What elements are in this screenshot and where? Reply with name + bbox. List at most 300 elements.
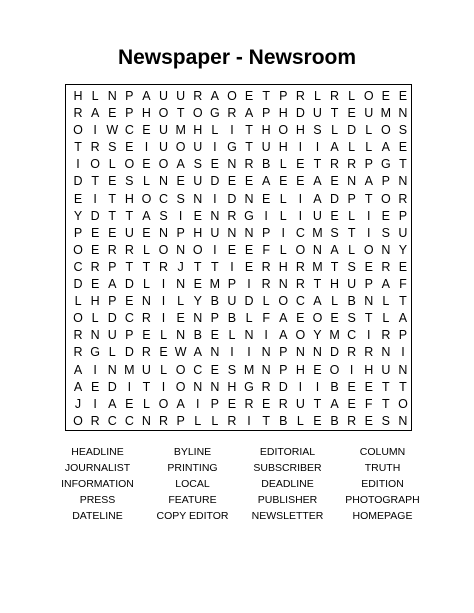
grid-letter: A	[313, 294, 322, 309]
grid-letter: R	[330, 88, 340, 103]
grid-letter: O	[158, 242, 169, 257]
grid-letter: Y	[398, 242, 408, 257]
grid-letter: R	[124, 242, 134, 257]
grid-letter: G	[227, 140, 237, 155]
grid-letter: N	[227, 225, 237, 240]
grid-letter: S	[330, 225, 339, 240]
grid-letter: T	[193, 259, 202, 274]
grid-letter: F	[262, 311, 270, 326]
grid-letter: P	[125, 88, 134, 103]
grid-letter: I	[315, 140, 320, 155]
grid-letter: B	[279, 413, 288, 428]
grid-letter: L	[382, 311, 390, 326]
grid-letter: R	[244, 396, 254, 411]
grid-letter: M	[124, 362, 135, 377]
grid-letter: H	[193, 123, 203, 138]
grid-letter: P	[364, 277, 373, 291]
grid-letter: E	[381, 208, 390, 223]
grid-letter: I	[76, 157, 80, 172]
grid-letter: C	[73, 259, 83, 274]
grid-letter: A	[279, 311, 288, 326]
grid-letter: E	[210, 362, 219, 377]
grid-letter: T	[245, 123, 253, 138]
grid-letter: F	[399, 277, 407, 291]
grid-letter: N	[210, 208, 220, 223]
grid-letter: R	[90, 259, 100, 274]
word-list-item: COPY EDITOR	[156, 510, 229, 522]
grid-letter: H	[278, 140, 288, 155]
grid-letter: N	[398, 106, 408, 120]
grid-letter: H	[90, 294, 100, 309]
word-list-item: LOCAL	[175, 478, 210, 490]
grid-letter: O	[73, 311, 83, 326]
grid-letter: L	[262, 294, 270, 309]
grid-letter: E	[227, 242, 237, 257]
grid-letter: I	[367, 225, 371, 240]
grid-letter: E	[90, 242, 100, 257]
grid-letter: T	[313, 157, 322, 172]
grid-letter: O	[141, 191, 152, 206]
grid-letter: E	[330, 174, 339, 189]
grid-letter: E	[142, 328, 151, 343]
grid-letter: D	[107, 311, 117, 326]
grid-letter: O	[278, 294, 289, 309]
grid-letter: O	[380, 123, 391, 138]
grid-letter: S	[347, 259, 356, 274]
grid-letter: C	[295, 225, 305, 240]
grid-letter: L	[160, 328, 168, 343]
grid-letter: E	[73, 191, 83, 206]
grid-letter: P	[279, 88, 288, 103]
grid-letter: R	[295, 259, 305, 274]
grid-letter: I	[196, 396, 200, 411]
grid-letter: I	[247, 345, 251, 360]
grid-letter: E	[381, 88, 390, 103]
grid-letter: F	[262, 242, 270, 257]
grid-letter: R	[227, 106, 237, 120]
grid-letter: N	[107, 88, 117, 103]
grid-letter: S	[193, 157, 202, 172]
grid-letter: W	[106, 123, 119, 138]
grid-letter: N	[159, 174, 169, 189]
grid-letter: M	[380, 106, 392, 120]
grid-letter: I	[178, 208, 183, 223]
grid-letter: C	[107, 413, 117, 428]
grid-letter: P	[261, 106, 271, 120]
grid-letter: R	[73, 345, 83, 360]
grid-letter: S	[176, 191, 185, 206]
grid-letter: D	[90, 208, 100, 223]
grid-letter: O	[312, 311, 323, 326]
grid-letter: T	[347, 225, 356, 240]
grid-letter: T	[313, 277, 322, 291]
grid-letter: I	[127, 379, 132, 394]
word-list-item: FEATURE	[168, 494, 217, 506]
grid-letter: C	[124, 413, 134, 428]
grid-letter: A	[176, 157, 185, 172]
grid-letter: J	[177, 259, 184, 274]
grid-letter: I	[230, 123, 234, 138]
grid-letter: R	[193, 88, 203, 103]
grid-letter: U	[261, 140, 271, 155]
grid-letter: L	[279, 191, 287, 206]
grid-letter: E	[142, 123, 151, 138]
word-list-item: COLUMN	[359, 446, 406, 458]
grid-letter: E	[244, 88, 254, 103]
grid-letter: P	[125, 106, 134, 120]
grid-letter: E	[159, 345, 168, 360]
grid-letter: I	[161, 294, 166, 309]
grid-letter: E	[261, 396, 271, 411]
grid-letter: R	[244, 157, 254, 172]
grid-letter: A	[381, 140, 390, 155]
grid-letter: P	[398, 328, 408, 343]
grid-letter: B	[330, 413, 339, 428]
grid-letter: M	[175, 123, 186, 138]
grid-letter: L	[142, 242, 150, 257]
grid-letter: B	[261, 157, 271, 172]
grid-letter: L	[177, 294, 185, 309]
grid-letter: E	[176, 311, 185, 326]
grid-letter: D	[295, 106, 305, 120]
grid-letter: N	[381, 345, 391, 360]
grid-letter: U	[141, 362, 151, 377]
grid-letter: L	[365, 140, 373, 155]
grid-letter: U	[193, 174, 203, 189]
grid-letter: N	[244, 328, 254, 343]
grid-letter: E	[142, 225, 151, 240]
grid-letter: O	[295, 242, 306, 257]
grid-letter: C	[347, 328, 357, 343]
grid-letter: Y	[73, 208, 83, 223]
grid-letter: H	[124, 191, 134, 206]
grid-letter: N	[278, 277, 288, 291]
grid-letter: T	[108, 191, 117, 206]
grid-letter: L	[296, 413, 304, 428]
grid-letter: S	[381, 225, 390, 240]
word-list-item: PHOTOGRAPH	[345, 494, 420, 506]
grid-letter: U	[364, 106, 374, 120]
grid-letter: S	[125, 174, 134, 189]
grid-letter: L	[331, 294, 339, 309]
grid-letter: O	[73, 242, 83, 257]
grid-letter: G	[380, 157, 391, 172]
grid-letter: L	[194, 413, 202, 428]
word-list-item: INFORMATION	[61, 478, 134, 490]
grid-letter: A	[364, 174, 373, 189]
grid-letter: T	[142, 379, 151, 394]
grid-letter: L	[365, 123, 373, 138]
grid-letter: A	[261, 174, 271, 189]
grid-letter: I	[264, 208, 268, 223]
grid-letter: L	[91, 311, 99, 326]
grid-letter: O	[227, 88, 237, 103]
grid-letter: R	[227, 413, 237, 428]
grid-letter: E	[296, 174, 305, 189]
grid-letter: P	[108, 294, 117, 309]
grid-letter: I	[161, 311, 166, 326]
grid-letter: A	[142, 88, 151, 103]
grid-letter: P	[279, 362, 288, 377]
grid-letter: E	[125, 396, 134, 411]
grid-letter: N	[193, 311, 203, 326]
grid-letter: E	[261, 191, 271, 206]
grid-letter: O	[363, 242, 374, 257]
grid-letter: O	[329, 362, 340, 377]
grid-letter: O	[158, 396, 169, 411]
grid-letter: L	[211, 413, 219, 428]
grid-letter: P	[279, 345, 288, 360]
grid-letter: T	[74, 140, 82, 155]
grid-letter: S	[381, 413, 390, 428]
grid-letter: R	[261, 379, 271, 394]
grid-letter: U	[381, 362, 391, 377]
grid-letter: G	[209, 106, 220, 120]
grid-letter: C	[124, 311, 134, 326]
grid-letter: U	[107, 328, 117, 343]
grid-letter: G	[244, 379, 254, 394]
grid-letter: S	[159, 208, 168, 223]
grid-letter: N	[295, 345, 305, 360]
puzzle-title: Newspaper - Newsroom	[117, 46, 357, 69]
grid-letter: N	[261, 345, 271, 360]
grid-letter: N	[381, 242, 391, 257]
grid-letter: E	[398, 140, 408, 155]
grid-letter: O	[158, 157, 169, 172]
grid-letter: A	[313, 191, 322, 206]
grid-letter: T	[330, 259, 339, 274]
grid-letter: L	[313, 88, 321, 103]
word-list-item: PUBLISHER	[257, 494, 318, 506]
grid-letter: M	[329, 328, 340, 343]
grid-letter: P	[176, 413, 185, 428]
grid-letter: L	[142, 277, 150, 291]
grid-letter: R	[381, 328, 391, 343]
grid-letter: U	[176, 88, 186, 103]
grid-letter: O	[380, 191, 391, 206]
grid-letter: D	[124, 277, 134, 291]
grid-letter: T	[262, 413, 270, 428]
grid-letter: N	[141, 413, 151, 428]
word-list	[50, 445, 430, 523]
grid-letter: L	[211, 123, 219, 138]
grid-letter: B	[227, 311, 237, 326]
grid-letter: N	[107, 362, 117, 377]
grid-letter: L	[279, 208, 287, 223]
grid-letter: T	[382, 379, 390, 394]
grid-letter: N	[193, 379, 203, 394]
grid-letter: P	[227, 277, 237, 291]
grid-letter: R	[227, 208, 237, 223]
grid-letter: O	[363, 88, 374, 103]
grid-letter: A	[210, 88, 219, 103]
word-list-item: EDITORIAL	[259, 446, 316, 458]
grid-letter: E	[210, 157, 219, 172]
grid-letter: T	[125, 259, 134, 274]
grid-letter: H	[364, 362, 374, 377]
grid-letter: A	[330, 396, 339, 411]
grid-letter: L	[228, 328, 236, 343]
grid-letter: A	[279, 328, 288, 343]
grid-letter: R	[90, 413, 100, 428]
grid-letter: C	[159, 191, 169, 206]
grid-letter: B	[193, 328, 202, 343]
grid-letter: N	[312, 345, 322, 360]
grid-letter: T	[176, 106, 185, 120]
grid-letter: R	[141, 311, 151, 326]
grid-letter: N	[210, 345, 220, 360]
grid-letter: T	[313, 396, 322, 411]
grid-letter: E	[364, 259, 373, 274]
grid-letter: R	[159, 259, 169, 274]
grid-letter: T	[91, 174, 99, 189]
grid-letter: I	[298, 379, 303, 394]
grid-letter: O	[278, 123, 289, 138]
grid-letter: E	[364, 413, 373, 428]
grid-letter: R	[141, 345, 151, 360]
grid-letter: E	[90, 277, 100, 291]
grid-letter: E	[90, 379, 100, 394]
grid-letter: A	[244, 106, 254, 120]
grid-letter: P	[210, 311, 219, 326]
grid-letter: I	[213, 242, 217, 257]
grid-letter: N	[244, 225, 254, 240]
grid-letter: U	[124, 225, 134, 240]
grid-letter: R	[278, 396, 288, 411]
grid-letter: J	[74, 396, 82, 411]
grid-letter: R	[261, 259, 271, 274]
grid-letter: Y	[313, 328, 322, 343]
grid-letter: L	[279, 242, 287, 257]
word-search-grid	[65, 84, 412, 431]
grid-letter: R	[295, 88, 305, 103]
grid-letter: A	[381, 277, 390, 291]
grid-letter: E	[313, 362, 322, 377]
grid-letter: P	[398, 208, 408, 223]
grid-letter: B	[330, 379, 339, 394]
grid-letter: L	[108, 157, 116, 172]
grid-letter: I	[161, 277, 166, 291]
grid-letter: L	[348, 242, 356, 257]
grid-letter: H	[278, 259, 288, 274]
grid-letter: U	[227, 294, 237, 309]
grid-letter: L	[142, 174, 150, 189]
grid-letter: O	[90, 157, 101, 172]
grid-letter: H	[295, 123, 305, 138]
grid-letter: P	[73, 225, 83, 240]
grid-letter: I	[93, 191, 97, 206]
grid-letter: U	[312, 208, 322, 223]
grid-letter: I	[247, 413, 251, 428]
grid-letter: Y	[193, 294, 202, 309]
grid-letter: E	[90, 225, 100, 240]
grid-letter: D	[124, 345, 134, 360]
grid-letter: I	[144, 140, 149, 155]
grid-letter: I	[298, 208, 303, 223]
grid-letter: G	[244, 208, 254, 223]
grid-letter: C	[124, 123, 134, 138]
grid-letter: B	[347, 294, 356, 309]
grid-letter: P	[108, 259, 117, 274]
grid-letter: T	[382, 396, 390, 411]
grid-letter: D	[244, 294, 254, 309]
grid-letter: S	[227, 362, 237, 377]
grid-letter: E	[244, 242, 254, 257]
grid-letter: H	[278, 106, 288, 120]
grid-letter: L	[348, 208, 356, 223]
grid-letter: E	[398, 88, 408, 103]
grid-letter: R	[90, 140, 100, 155]
grid-letter: P	[381, 174, 390, 189]
grid-letter: L	[348, 88, 356, 103]
grid-letter: E	[125, 294, 134, 309]
grid-letter: U	[347, 277, 357, 291]
grid-letter: I	[230, 259, 234, 274]
grid-letter: R	[347, 157, 357, 172]
grid-letter: D	[107, 379, 117, 394]
grid-letter: N	[398, 174, 408, 189]
grid-letter: A	[176, 396, 185, 411]
grid-letter: M	[312, 259, 323, 274]
grid-letter: D	[278, 379, 288, 394]
grid-letter: D	[330, 345, 340, 360]
grid-letter: T	[142, 259, 151, 274]
grid-letter: D	[73, 174, 83, 189]
grid-letter: L	[245, 311, 253, 326]
grid-letter: T	[108, 208, 117, 223]
grid-letter: E	[210, 328, 219, 343]
grid-letter: E	[125, 140, 134, 155]
grid-letter: O	[192, 242, 203, 257]
grid-letter: E	[108, 174, 117, 189]
grid-letter: T	[364, 191, 373, 206]
grid-letter: N	[398, 413, 408, 428]
grid-letter: I	[281, 225, 285, 240]
grid-letter: R	[398, 191, 408, 206]
grid-letter: O	[295, 328, 306, 343]
grid-letter: E	[244, 259, 254, 274]
grid-letter: N	[141, 294, 151, 309]
grid-letter: A	[142, 208, 151, 223]
grid-letter: I	[213, 191, 217, 206]
grid-letter: M	[209, 277, 221, 291]
grid-letter: T	[399, 294, 407, 309]
grid-letter: L	[74, 294, 82, 309]
grid-letter: P	[347, 191, 356, 206]
grid-letter: I	[315, 379, 320, 394]
grid-letter: E	[347, 396, 356, 411]
grid-letter: E	[193, 277, 202, 291]
word-list-item: PRESS	[79, 494, 116, 506]
grid-letter: O	[124, 157, 135, 172]
grid-letter: L	[279, 157, 287, 172]
grid-letter: L	[108, 345, 116, 360]
grid-letter: D	[330, 191, 340, 206]
grid-letter: I	[161, 379, 166, 394]
grid-letter: N	[227, 157, 237, 172]
grid-letter: P	[210, 396, 219, 411]
grid-letter: N	[347, 174, 357, 189]
grid-letter: R	[107, 242, 117, 257]
grid-letter: I	[298, 191, 303, 206]
grid-letter: L	[142, 396, 150, 411]
grid-letter: N	[90, 328, 100, 343]
grid-letter: I	[93, 362, 97, 377]
grid-letter: C	[193, 362, 203, 377]
grid-letter: E	[313, 413, 322, 428]
grid-letter: E	[279, 174, 288, 189]
grid-letter: E	[398, 259, 408, 274]
